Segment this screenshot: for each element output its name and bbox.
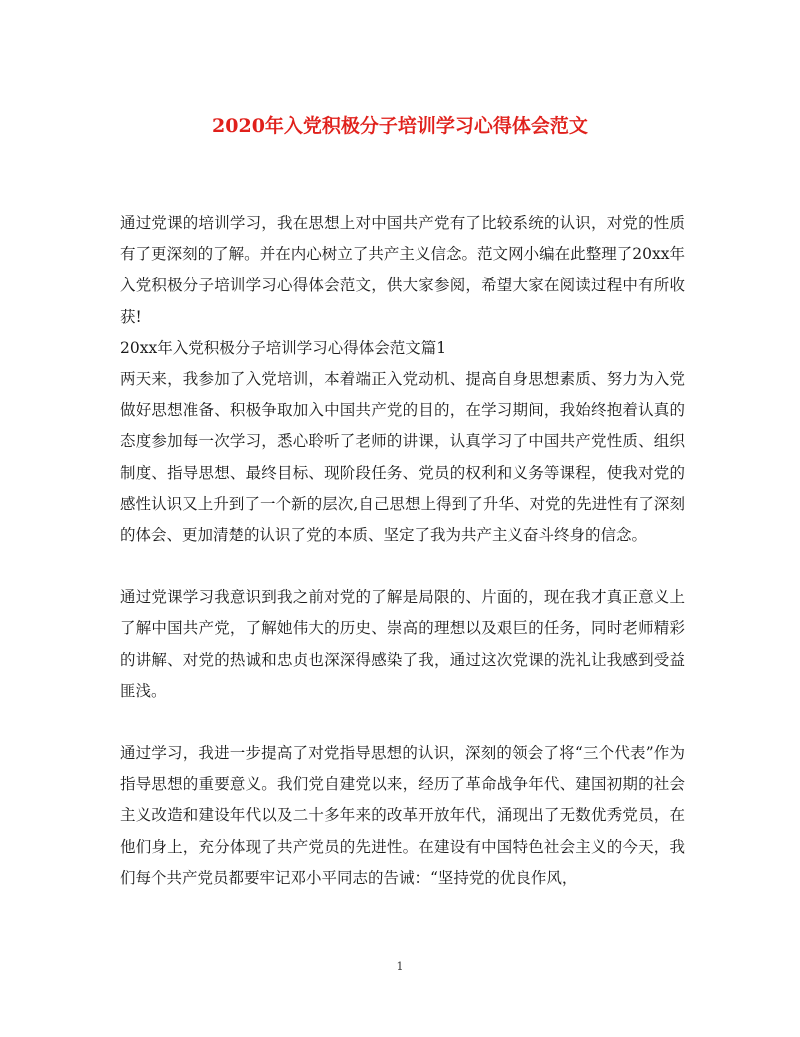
intro-paragraph: 通过党课的培训学习，我在思想上对中国共产党有了比较系统的认识，对党的性质有了更深刻的了解。并在内心树立了共产主义信念。范文网小编在此整理了20xx年入党积极分子培训学习心得体会范文，供大家参阅，希望大家在阅读过程中有所收获! xyxy=(120,214,685,326)
document-title: 2020年入党积极分子培训学习心得体会范文 xyxy=(212,115,588,137)
document-body xyxy=(120,208,685,894)
body-paragraph-1: 两天来，我参加了入党培训，本着端正入党动机、提高自身思想素质、努力为入党做好思想准备、积极争取加入中国共产党的目的，在学习期间，我始终抱着认真的态度参加每一次学习，悉心聆听了老师的讲课，认真学习了中国共产党性质、组织制度、指导思想、最终目标、现阶段任务、党员的权利和义务等课程，使我对党的感性认识又上升到了一个新的层次,自己思想上得到了升华、对党的先进性有了深刻的体会、更加清楚的认识了党的本质、坚定了我为共产主义奋斗终身的信念。 xyxy=(120,370,685,545)
body-paragraph-3: 通过学习，我进一步提高了对党指导思想的认识，深刻的领会了将“三个代表”作为指导思想的重要意义。我们党自建党以来，经历了革命战争年代、建国初期的社会主义改造和建设年代以及二十多年来的改革开放年代，涌现出了无数优秀党员，在他们身上，充分体现了共产党员的先进性。在建设有中国特色社会主义的今天，我们每个共产党员都要牢记邓小平同志的告诫：“坚持党的优良作风， xyxy=(120,744,685,887)
paragraph-spacer xyxy=(120,551,685,582)
paragraph-spacer xyxy=(120,707,685,738)
section-heading: 20xx年入党积极分子培训学习心得体会范文篇1 xyxy=(120,338,447,357)
page-number: 1 xyxy=(396,960,404,973)
body-paragraph-2: 通过党课学习我意识到我之前对党的了解是局限的、片面的，现在我才真正意义上了解中国共产党，了解她伟大的历史、崇高的理想以及艰巨的任务，同时老师精彩的讲解、对党的热诚和忠贞也深深得感染了我，通过这次党课的洗礼让我感到受益匪浅。 xyxy=(120,588,685,700)
